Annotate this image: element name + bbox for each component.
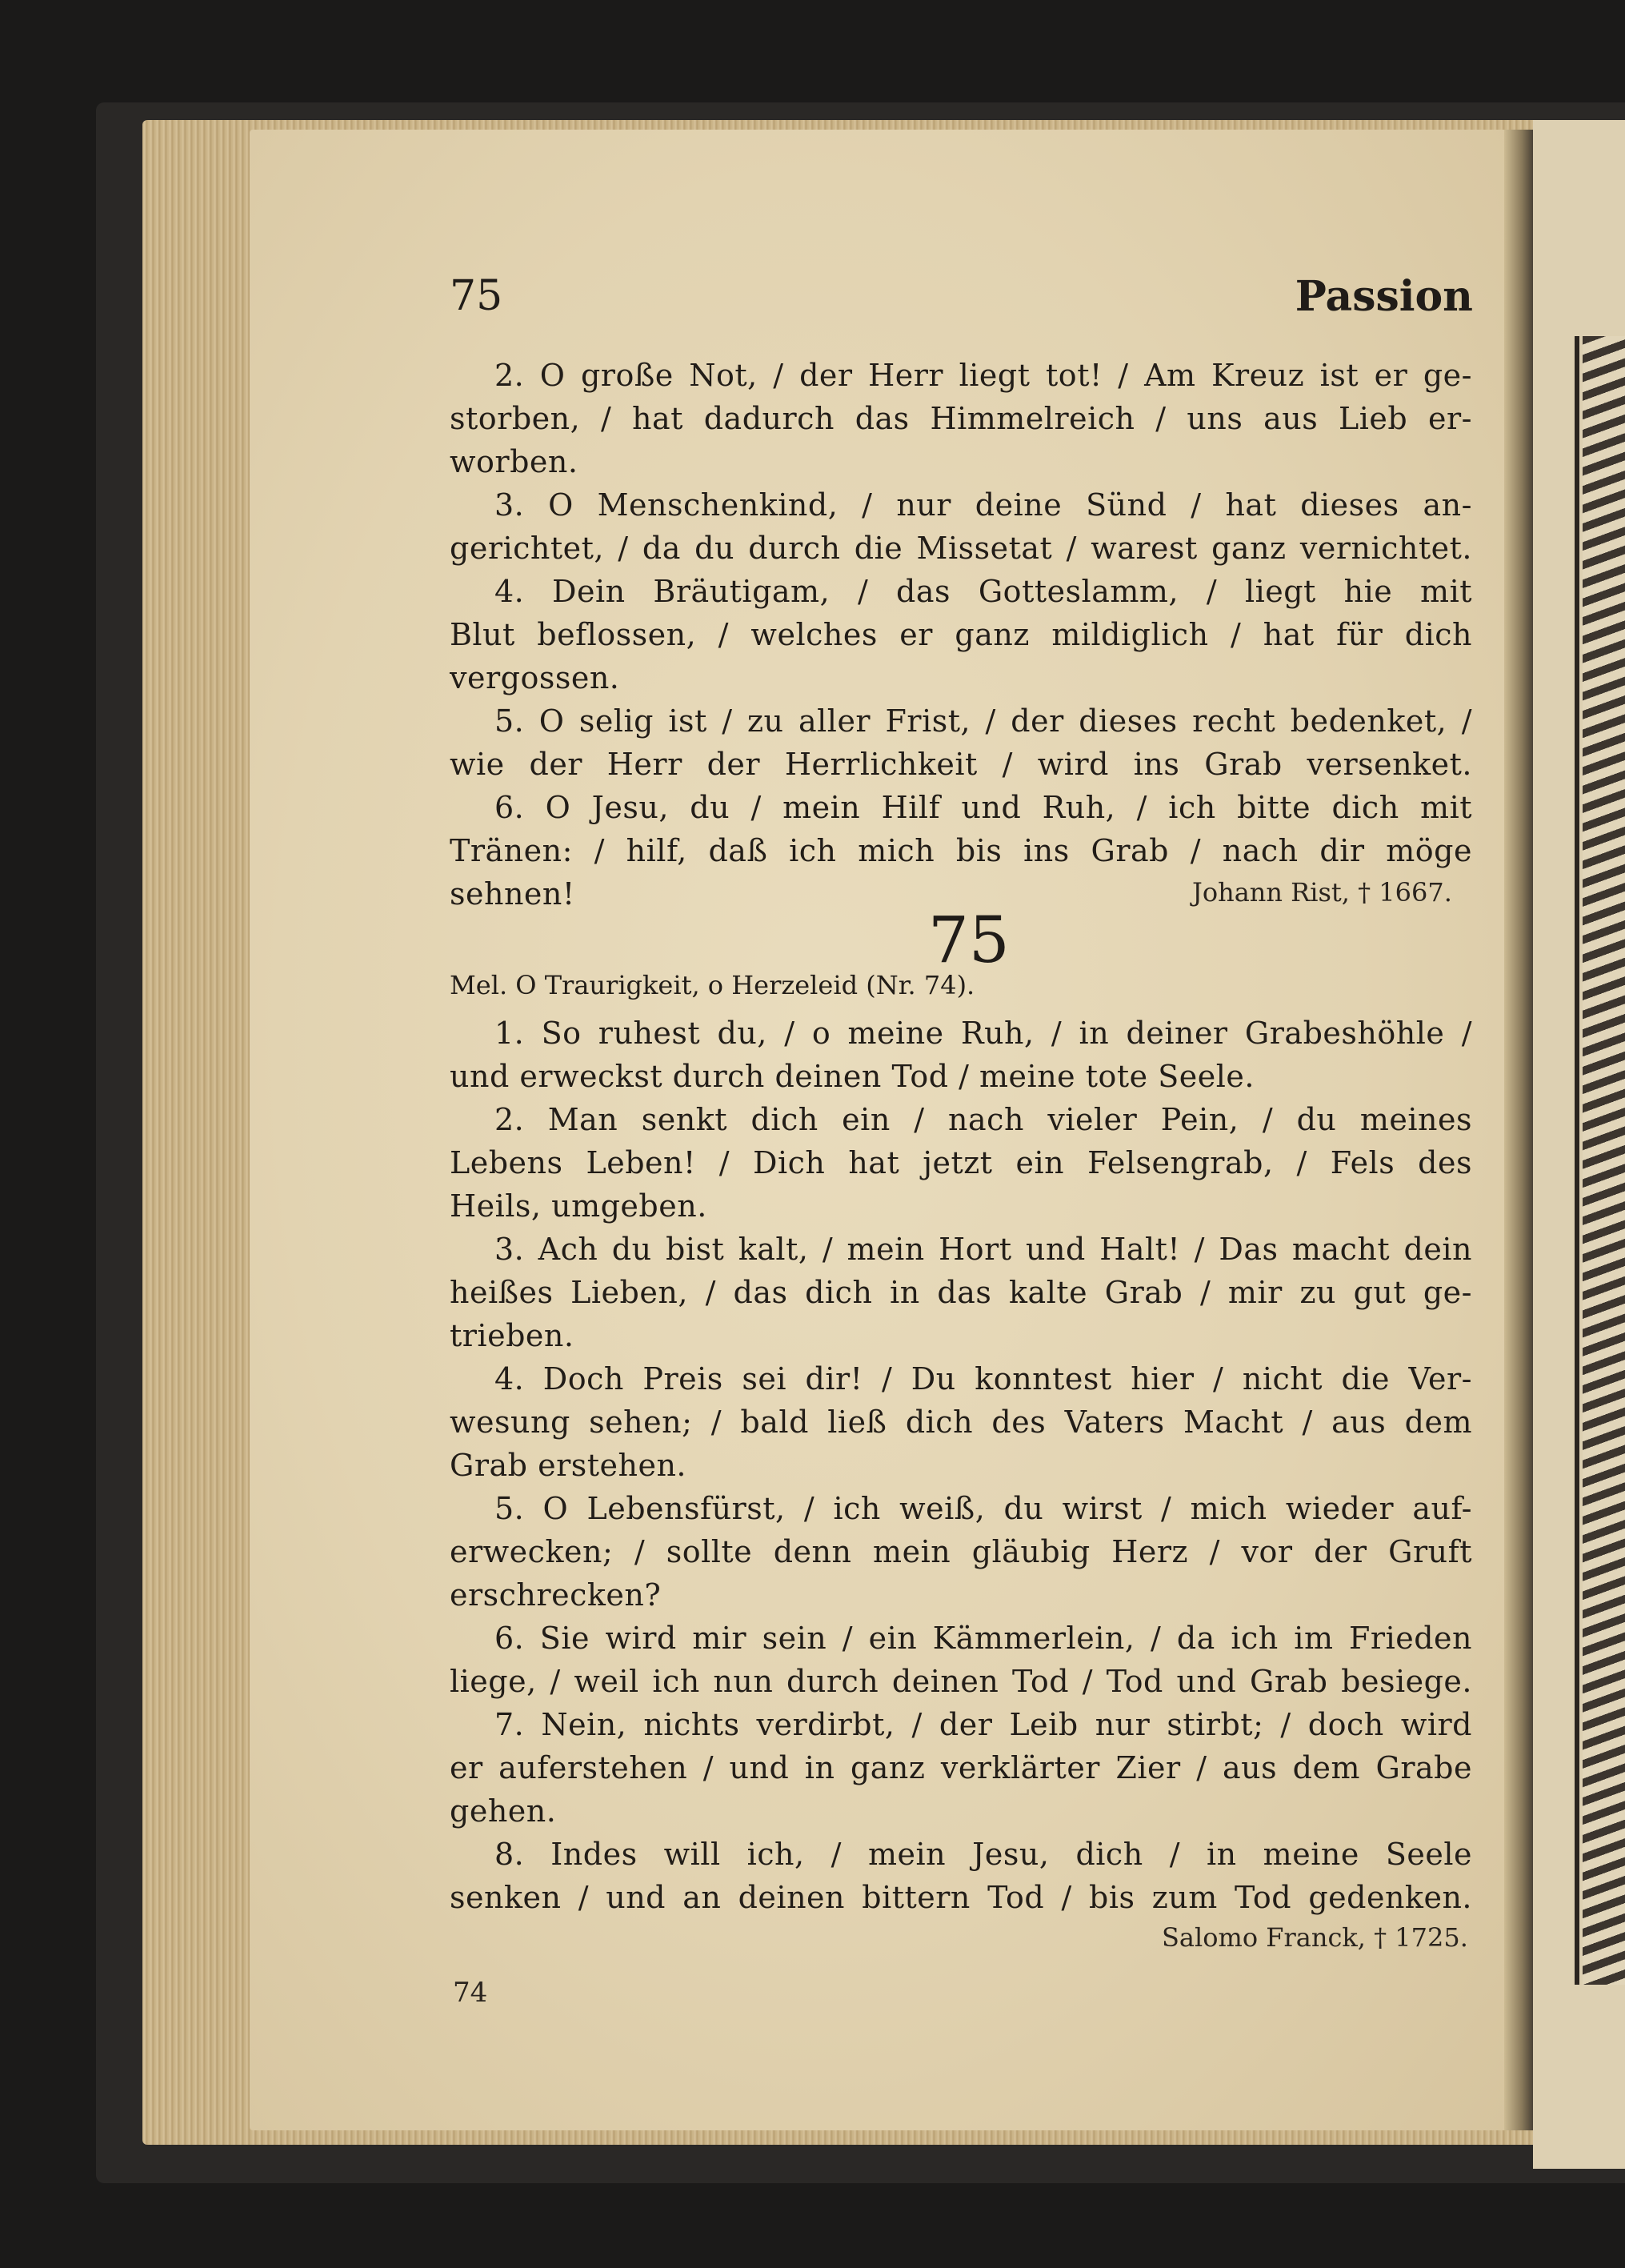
verse-line: 3. O Menschenkind, / nur deine Sünd / hat dieses an- <box>494 487 1472 523</box>
verse-line: 6. Sie wird mir sein / ein Kämmerlein, / da ich im Frieden <box>494 1621 1472 1656</box>
verse-line: wie der Herr der Herrlichkeit / wird ins Grab versenket. <box>450 747 1472 782</box>
verse-line: 6. O Jesu, du / mein Hilf und Ruh, / ich bitte dich mit <box>494 790 1472 825</box>
verse-line: trieben. <box>450 1318 574 1353</box>
facing-page-ornament <box>1583 336 1625 1985</box>
verse-line: 7. Nein, nichts verdirbt, / der Leib nur stirbt; / doch wird <box>494 1707 1472 1742</box>
verse-line: 2. Man senkt dich ein / nach vieler Pein, / du meines <box>494 1102 1472 1137</box>
verse-line: worben. <box>450 444 578 479</box>
verse-line: 4. Dein Bräutigam, / das Gotteslamm, / liegt hie mit <box>494 574 1472 609</box>
verse-line: erschrecken? <box>450 1577 662 1613</box>
verse-line: 1. So ruhest du, / o meine Ruh, / in deiner Grabeshöhle / <box>494 1016 1472 1051</box>
verse-line: Heils, umgeben. <box>450 1188 707 1224</box>
page-folio: 74 <box>453 1977 488 2009</box>
verse-line: 8. Indes will ich, / mein Jesu, dich / in meine Seele <box>494 1837 1472 1872</box>
melody-note: Mel. O Traurigkeit, o Herzeleid (Nr. 74). <box>450 970 975 1000</box>
verse-line: 4. Doch Preis sei dir! / Du konntest hier / nicht die Ver- <box>494 1361 1472 1396</box>
running-head-number: 75 <box>450 272 503 320</box>
verse-line: 5. O selig ist / zu aller Frist, / der dieses recht bedenket, / <box>494 703 1472 739</box>
hymn-number: 75 <box>928 903 1010 977</box>
verse-line: wesung sehen; / bald ließ dich des Vaters Macht / aus dem <box>450 1404 1472 1440</box>
verse-line: Lebens Leben! / Dich hat jetzt ein Felsengrab, / Fels des <box>450 1145 1472 1180</box>
author-attribution: Johann Rist, † 1667. <box>1192 877 1452 908</box>
verse-line: gerichtet, / da du durch die Missetat / warest ganz vernichtet. <box>450 531 1472 566</box>
verse-line: 5. O Lebensfürst, / ich weiß, du wirst / mich wieder auf- <box>494 1491 1472 1526</box>
page-gutter <box>1504 130 1533 2130</box>
verse-line: liege, / weil ich nun durch deinen Tod / Tod und Grab besiege. <box>450 1664 1472 1699</box>
verse-line: und erweckst durch deinen Tod / meine tote Seele. <box>450 1059 1255 1094</box>
verse-line: sehnen! <box>450 876 575 912</box>
facing-page-border-rule <box>1575 336 1579 1985</box>
verse-line: Grab erstehen. <box>450 1448 687 1483</box>
verse-line: 3. Ach du bist kalt, / mein Hort und Halt! / Das macht dein <box>494 1232 1472 1267</box>
author-attribution: Salomo Franck, † 1725. <box>1162 1922 1468 1953</box>
verse-line: vergossen. <box>450 660 620 695</box>
verse-line: 2. O große Not, / der Herr liegt tot! / Am Kreuz ist er ge- <box>494 358 1472 393</box>
verse-line: senken / und an deinen bittern Tod / bis zum Tod gedenken. <box>450 1880 1472 1915</box>
verse-line: er auferstehen / und in ganz verklärter Zier / aus dem Grabe <box>450 1750 1472 1785</box>
verse-line: gehen. <box>450 1793 557 1829</box>
verse-line: heißes Lieben, / das dich in das kalte Grab / mir zu gut ge- <box>450 1275 1472 1310</box>
verse-line: Blut beflossen, / welches er ganz mildiglich / hat für dich <box>450 617 1472 652</box>
running-head-title: Passion <box>1295 272 1473 321</box>
verse-line: erwecken; / sollte denn mein gläubig Herz / vor der Gruft <box>450 1534 1472 1569</box>
verse-line: storben, / hat dadurch das Himmelreich / uns aus Lieb er- <box>450 401 1472 436</box>
verse-line: Tränen: / hilf, daß ich mich bis ins Grab / nach dir möge <box>450 833 1472 868</box>
